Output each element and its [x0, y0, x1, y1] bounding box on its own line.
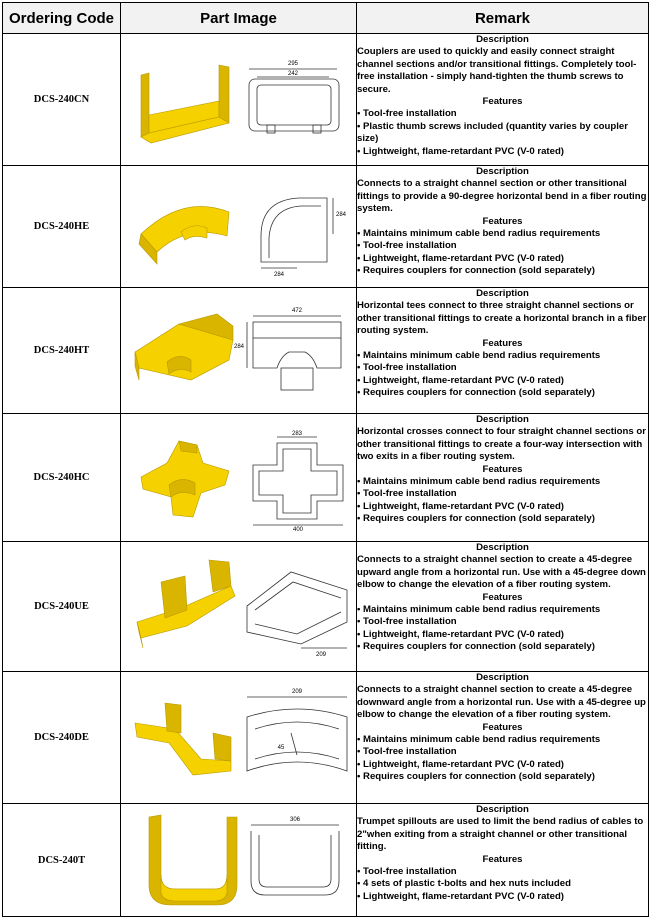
feature-item: • Tool-free installation [357, 866, 648, 878]
remark-cell [357, 672, 649, 804]
feature-item: • Lightweight, flame-retardant PVC (V-0 rated) [357, 891, 648, 903]
part-image [121, 172, 357, 282]
drawing-dimension: 284 [335, 211, 347, 218]
features-heading: Features [482, 337, 523, 349]
features-list [357, 734, 648, 784]
feature-item: • Tool-free installation [357, 488, 648, 500]
up-elbow-photo [137, 560, 235, 648]
description-heading: Description [476, 288, 529, 299]
table-row [3, 804, 649, 917]
drawing-dimension: 283 [291, 430, 303, 437]
description-heading: Description [476, 166, 529, 177]
description-text: Trumpet spillouts are used to limit the bend radius of cables to 2"when exiting from a straight channel or other transitional fitting. [357, 816, 644, 853]
remark-cell [357, 288, 649, 414]
drawing-dimension: 209 [291, 688, 303, 695]
coupler-drawing [249, 69, 339, 133]
elbow-drawing [261, 198, 333, 268]
description-text: Horizontal tees connect to three straight channel sections or other transitional fittings to create a horizontal branch in a fiber routing system. [357, 300, 647, 337]
elbow-photo [139, 206, 229, 264]
coupler-photo [141, 65, 229, 143]
part-image-cell [121, 804, 357, 917]
description-text: Connects to a straight channel section or other transitional fittings to provide a 90-degree horizontal bend in a fiber routing system. [357, 178, 647, 215]
part-image-cell [121, 542, 357, 672]
ordering-table [2, 2, 649, 917]
remark-cell [357, 34, 649, 166]
features-list [357, 350, 648, 400]
description-text: Connects to a straight channel section to create a 45-degree downward angle from a horizontal run. Use with a 45-degree up elbow to change the elevation of a fiber routing system. [357, 684, 646, 721]
drawing-dimension: 472 [291, 307, 303, 314]
ordering-code: DCS-240HT [3, 288, 121, 414]
feature-item: • Tool-free installation [357, 616, 648, 628]
features-heading: Features [482, 853, 523, 865]
table-header-row [3, 3, 649, 34]
part-image-cell [121, 166, 357, 288]
drawing-dimension: 400 [292, 526, 304, 533]
remark-cell [357, 804, 649, 917]
table-row [3, 34, 649, 166]
feature-item: • Lightweight, flame-retardant PVC (V-0 rated) [357, 253, 648, 265]
drawing-dimension: 242 [287, 70, 299, 77]
features-list [357, 604, 648, 654]
drawing-dimension: 284 [273, 271, 285, 278]
remark-cell [357, 166, 649, 288]
feature-item: • Lightweight, flame-retardant PVC (V-0 rated) [357, 759, 648, 771]
trumpet-photo [149, 815, 237, 905]
header-remark: Remark [357, 3, 649, 34]
part-image [121, 683, 357, 793]
features-list [357, 476, 648, 526]
tee-photo [135, 314, 233, 380]
feature-item: • Requires couplers for connection (sold separately) [357, 513, 648, 525]
features-heading: Features [482, 96, 523, 108]
part-image-cell [121, 288, 357, 414]
feature-item: • Requires couplers for connection (sold separately) [357, 387, 648, 399]
tee-drawing [247, 316, 341, 390]
ordering-code: DCS-240HE [3, 166, 121, 288]
drawing-dimension: 295 [287, 60, 299, 67]
features-heading: Features [482, 591, 523, 603]
feature-item: • Maintains minimum cable bend radius requirements [357, 476, 648, 488]
drawing-dimension: 209 [315, 651, 327, 658]
description-text: Horizontal crosses connect to four straight channel sections or other transitional fittings to create a four-way intersection with two exits in a fiber routing system. [357, 426, 646, 463]
part-image [121, 805, 357, 915]
part-image [121, 45, 357, 155]
part-image [121, 552, 357, 662]
feature-item: • Maintains minimum cable bend radius requirements [357, 228, 648, 240]
description-heading: Description [476, 542, 529, 553]
table-row [3, 672, 649, 804]
remark-cell [357, 542, 649, 672]
trumpet-drawing [251, 825, 339, 895]
features-list [357, 866, 648, 903]
drawing-dimension: 45 [277, 744, 285, 751]
drawing-dimension: 284 [233, 343, 245, 350]
feature-item: • Lightweight, flame-retardant PVC (V-0 rated) [357, 501, 648, 513]
features-heading: Features [482, 463, 523, 475]
table-row [3, 288, 649, 414]
feature-item: • Lightweight, flame-retardant PVC (V-0 rated) [357, 629, 648, 641]
feature-item: • Tool-free installation [357, 362, 648, 374]
description-heading: Description [476, 414, 529, 425]
ordering-code: DCS-240UE [3, 542, 121, 672]
part-image-cell [121, 414, 357, 542]
feature-item: • Maintains minimum cable bend radius requirements [357, 350, 648, 362]
feature-item: • 4 sets of plastic t-bolts and hex nuts included [357, 878, 648, 890]
feature-item: • Lightweight, flame-retardant PVC (V-0 rated) [357, 375, 648, 387]
feature-item: • Maintains minimum cable bend radius requirements [357, 734, 648, 746]
feature-item: • Plastic thumb screws included (quantity varies by coupler size) [357, 121, 648, 146]
features-heading: Features [482, 721, 523, 733]
description-heading: Description [476, 34, 529, 45]
part-image [121, 423, 357, 533]
features-heading: Features [482, 215, 523, 227]
description-heading: Description [476, 804, 529, 815]
cross-photo [141, 441, 229, 517]
feature-item: • Lightweight, flame-retardant PVC (V-0 rated) [357, 146, 648, 158]
up-elbow-drawing [247, 572, 347, 648]
ordering-code: DCS-240DE [3, 672, 121, 804]
ordering-code: DCS-240HC [3, 414, 121, 542]
description-text: Connects to a straight channel section to create a 45-degree upward angle from a horizontal run. Use with a 45-degree down elbow to change the elevation of a fiber routing system. [357, 554, 646, 591]
features-list [357, 228, 648, 278]
feature-item: • Tool-free installation [357, 746, 648, 758]
part-image [121, 296, 357, 406]
drawing-dimension: 306 [289, 817, 301, 823]
header-ordering-code: Ordering Code [3, 3, 121, 34]
feature-item: • Requires couplers for connection (sold separately) [357, 771, 648, 783]
table-row [3, 414, 649, 542]
remark-cell [357, 414, 649, 542]
feature-item: • Maintains minimum cable bend radius requirements [357, 604, 648, 616]
part-image-cell [121, 672, 357, 804]
description-text: Couplers are used to quickly and easily connect straight channel sections and/or transitional fittings. Completely tool-free installation - simply hand-tighten the thumb screws to secure. [357, 46, 637, 95]
description-heading: Description [476, 672, 529, 683]
ordering-code: DCS-240CN [3, 34, 121, 166]
part-image-cell [121, 34, 357, 166]
feature-item: • Requires couplers for connection (sold separately) [357, 265, 648, 277]
header-part-image: Part Image [121, 3, 357, 34]
feature-item: • Tool-free installation [357, 240, 648, 252]
feature-item: • Tool-free installation [357, 108, 648, 120]
table-row [3, 166, 649, 288]
ordering-code: DCS-240T [3, 804, 121, 917]
feature-item: • Requires couplers for connection (sold separately) [357, 641, 648, 653]
cross-drawing [253, 437, 343, 525]
table-row [3, 542, 649, 672]
features-list [357, 108, 648, 158]
down-elbow-photo [135, 703, 231, 775]
spec-sheet [2, 2, 648, 917]
down-elbow-drawing [247, 697, 347, 771]
